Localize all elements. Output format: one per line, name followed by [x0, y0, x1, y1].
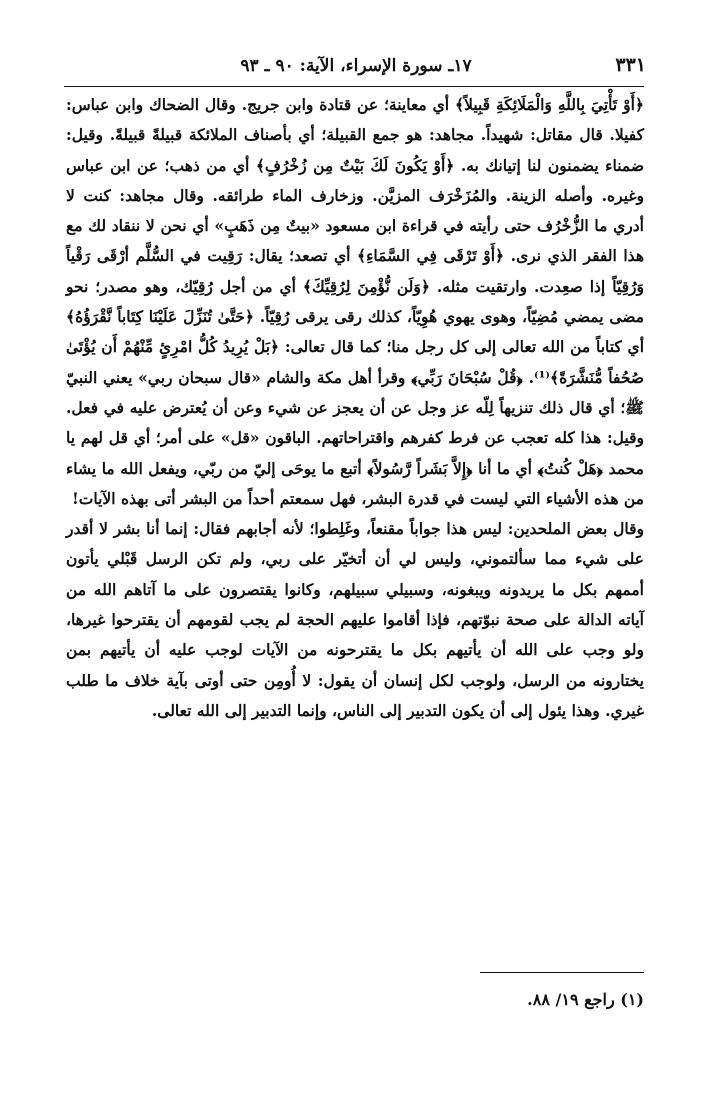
running-title: ١٧ـ سورة الإسراء، الآية: ٩٠ ـ ٩٣ [240, 56, 472, 76]
header-divider [64, 86, 644, 87]
page-number: ٣٣١ [615, 54, 646, 76]
paragraph-2: وقال بعض الملحدين: ليس هذا جواباً مقنعاً، وغَلِطوا؛ لأنه أجابهم فقال: إنما أنا بشر لا أقدر على شيء مما سألتموني، وليس لي أن أتخيّر على ربي، ولم تكن الرسل قَبْلي يأتون أممهم بكل ما يريدونه ويبغونه، وسبيلي سبيلهم، وكانوا يقتصرون على ما آتاهم الله من آياته الدالة على صحة نبوّتهم، فإذا أقاموا عليهم الحجة لم يجب لقومهم أن يقترحوا غيرها، ولو وجب على الله أن يأتيهم بكل ما يقترحونه من الآيات لوجب عليه أن يأتيهم بمن يختارونه من الرسل، ولوجب لكل إنسان أن يقول: لا أُومِن حتى أوتى بآية خلاف ما طلب غيري. وهذا يئول إلى أن يكون التدبير إلى الناس، وإنما التدبير إلى الله تعالى. [66, 519, 644, 720]
page-header [66, 54, 646, 84]
footnote-divider [480, 972, 644, 973]
footnote: (١) راجع ١٩/ ٨٨. [527, 990, 644, 1009]
main-text [66, 90, 644, 726]
paragraph-1: ﴿أَوْ تَأْتِيَ بِاللَّهِ وَالْمَلَائِكَةِ قَبِيلاً﴾ أي معاينة؛ عن قتادة وابن جريج. وقال الضحاك وابن عباس: كفيلا. قال مقاتل: شهيداً. مجاهد: هو جمع القبيلة؛ أي بأصناف الملائكة قبيلةً قبيلةً. وقيل: ضمناء يضمنون لنا إتيانك به. ﴿أَوْ يَكُونَ لَكَ بَيْتٌ مِن زُخْرُفٍ﴾ أي من ذهب؛ عن ابن عباس وغيره. وأصله الزينة. والمُزَخْرَف المزيَّن. وزخارف الماء طرائقه. وقال مجاهد: كنت لا أدري ما الزُّخْرُف حتى رأيته في قراءة ابن مسعود «بيتٌ مِن ذَهَبٍ» أي نحن لا ننقاد لك مع هذا الفقر الذي نرى. ﴿أَوْ تَرْقَى فِي السَّمَاءِ﴾ أي تصعد؛ يقال: رَقِيت في السُّلَّم أرْقَى رَقْياً وَرُقِيّاً إذا صعِدت. وارتقيت مثله. ﴿وَلَن نُّؤْمِنَ لِرُقِيِّكَ﴾ أي من أجل رُقِيّك، وهو مصدر؛ نحو مضى يمضي مُضِيّاً، وهوى يهوي هُوِيّاً، كذلك رقى يرقى رُقِيّاً. ﴿حَتَّىٰ تُنَزِّلَ عَلَيْنَا كِتَاباً نَّقْرَؤُهُ﴾ أي كتاباً من الله تعالى إلى كل رجل منا؛ كما قال تعالى: ﴿بَلْ يُرِيدُ كُلُّ امْرِئٍ مِّنْهُمْ أَن يُؤْتَىٰ صُحُفاً مُّنَشَّرَةً﴾⁽¹⁾. ﴿قُلْ سُبْحَانَ رَبِّي﴾ وقرأ أهل مكة والشام «قال سبحان ربي» يعني النبيّ ﷺ؛ أي قال ذلك تنزيهاً لِلّه عز وجل عن أن يعجز عن شيء وعن أن يُعترض عليه في فعل. وقيل: هذا كله تعجب عن فرط كفرهم واقتراحاتهم. الباقون «قل» على أمر؛ أي قل لهم يا محمد ﴿هَلْ كُنتُ﴾ أي ما أنا ﴿إِلاَّ بَشَراً رَّسُولاً﴾ أتبع ما يوحَى إليّ من ربّي، ويفعل الله ما يشاء من هذه الأشياء التي ليست في قدرة البشر، فهل سمعتم أحداً من البشر أتى بهذه الآيات! [66, 95, 644, 508]
